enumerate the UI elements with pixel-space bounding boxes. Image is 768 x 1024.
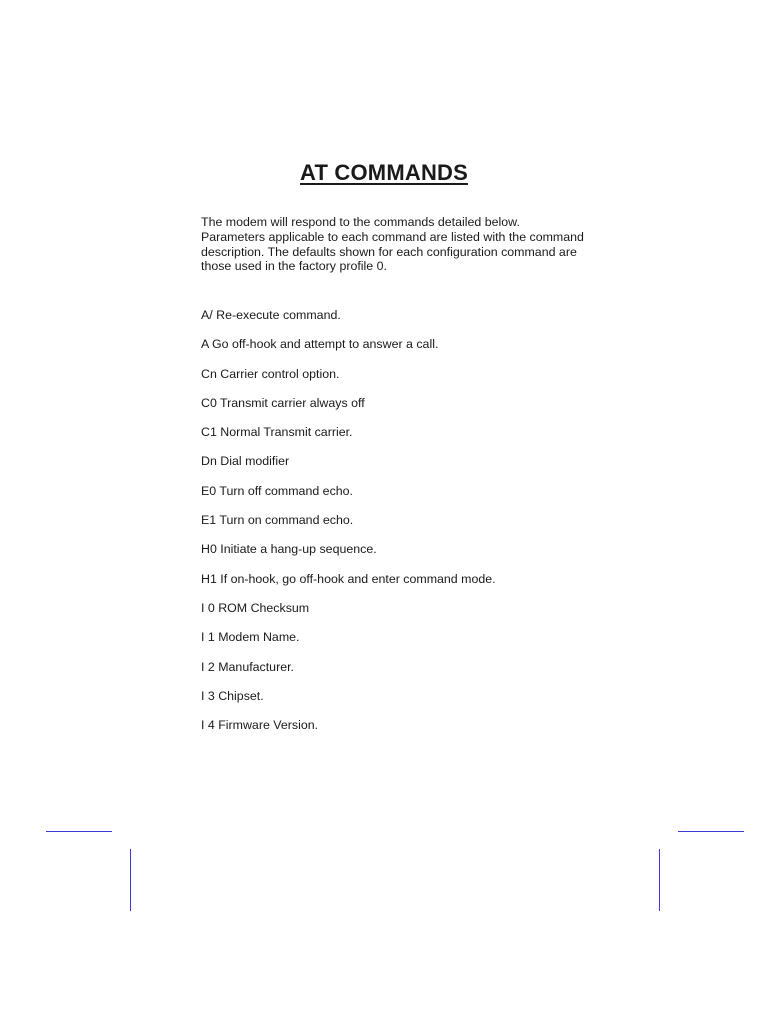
- crop-mark-right-vertical: [659, 849, 660, 911]
- page-title: AT COMMANDS: [300, 160, 468, 185]
- intro-line: description. The defaults shown for each configuration command are: [201, 244, 577, 259]
- command-item: E0 Turn off command echo.: [201, 483, 353, 498]
- command-item: A/ Re-execute command.: [201, 308, 341, 322]
- command-item: Dn Dial modifier: [201, 454, 290, 469]
- command-item: Cn Carrier control option.: [201, 366, 340, 381]
- command-item: I 1 Modem Name.: [201, 630, 300, 645]
- crop-mark-left-horizontal: [46, 831, 112, 832]
- crop-mark-right-horizontal: [678, 831, 744, 832]
- command-item: C0 Transmit carrier always off: [201, 395, 365, 410]
- intro-line: The modem will respond to the commands detailed below.: [201, 215, 520, 229]
- command-item: I 3 Chipset.: [201, 688, 264, 703]
- command-item: H0 Initiate a hang-up sequence.: [201, 542, 377, 557]
- command-item: I 2 Manufacturer.: [201, 659, 294, 674]
- command-item: E1 Turn on command echo.: [201, 513, 354, 528]
- intro-line: those used in the factory profile 0.: [201, 259, 387, 274]
- command-item: I 0 ROM Checksum: [201, 600, 310, 615]
- command-item: A Go off-hook and attempt to answer a call.: [201, 337, 439, 352]
- command-item: C1 Normal Transmit carrier.: [201, 425, 353, 440]
- command-list: [201, 308, 496, 747]
- command-item: I 4 Firmware Version.: [201, 718, 319, 733]
- crop-mark-left-vertical: [130, 849, 131, 911]
- intro-paragraph: [201, 215, 621, 274]
- command-item: H1 If on-hook, go off-hook and enter command mode.: [201, 571, 496, 586]
- intro-line: Parameters applicable to each command are listed with the command: [201, 229, 584, 244]
